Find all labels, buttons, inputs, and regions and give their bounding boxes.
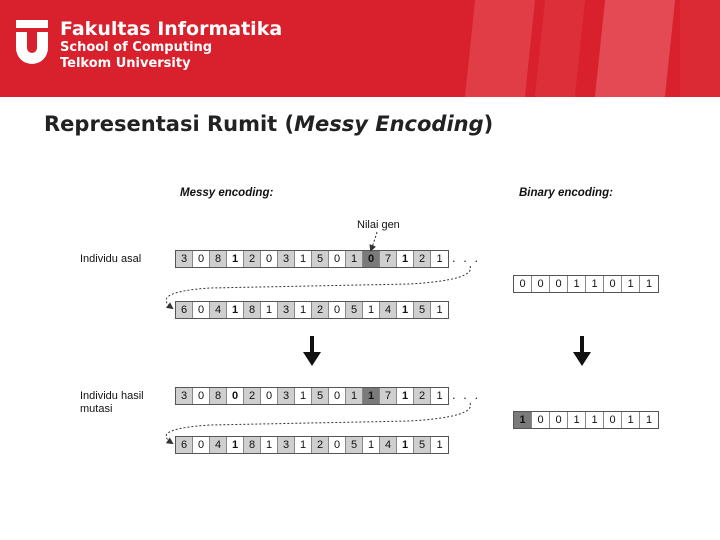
title-italic: Messy Encoding (294, 112, 484, 136)
messy-mutated-row-2 (175, 436, 449, 454)
header-stripe (465, 0, 535, 97)
messy-mutated-row-1 (175, 387, 449, 405)
binary-mutated-row (513, 411, 659, 429)
gene-cell: 1 (568, 276, 586, 292)
faculty-name: Fakultas Informatika (60, 18, 283, 40)
gene-cell: 5 (312, 251, 329, 267)
gene-cell: 1 (227, 302, 244, 318)
gene-cell: 1 (295, 437, 312, 453)
gene-cell: 3 (278, 251, 295, 267)
down-arrow-icon (303, 336, 321, 366)
gene-cell: 1 (436, 304, 443, 316)
gene-cell: 3 (176, 388, 193, 404)
gene-cell: 1 (295, 388, 312, 404)
school-name: School of Computing (60, 40, 213, 55)
gene-cell: 0 (550, 276, 568, 292)
gene-cell: 8 (244, 437, 261, 453)
gene-cell: 0 (329, 302, 346, 318)
gene-cell: 6 (176, 302, 193, 318)
gene-cell: 1 (227, 251, 244, 267)
gene-cell: 7 (380, 388, 397, 404)
gene-cell: 1 (363, 437, 380, 453)
header-stripe (595, 0, 675, 97)
gene-cell: 5 (414, 302, 431, 318)
gene-cell: 3 (278, 388, 295, 404)
gene-cell: 1 (514, 412, 532, 428)
title-plain: Representasi Rumit ( (44, 112, 295, 136)
gene-cell: 1 (346, 251, 363, 267)
gene-cell: 0 (532, 412, 550, 428)
ellipsis: . . . (452, 250, 481, 265)
gene-cell: 8 (210, 251, 227, 267)
gene-cell: 5 (346, 437, 363, 453)
gene-cell: 0 (514, 276, 532, 292)
gene-cell: 1 (397, 302, 414, 318)
gene-cell: 0 (261, 251, 278, 267)
gene-cell: 3 (278, 437, 295, 453)
gene-cell: 0 (604, 276, 622, 292)
mutated-individual-label-line1: Individu hasil (80, 390, 144, 402)
down-arrow-icon (573, 336, 591, 366)
gene-cell: 0 (532, 276, 550, 292)
gene-cell: 0 (363, 251, 380, 267)
gene-cell: 4 (210, 302, 227, 318)
gene-cell: 2 (244, 251, 261, 267)
messy-encoding-heading: Messy encoding: (180, 187, 274, 199)
gene-cell: 1 (586, 412, 604, 428)
gene-cell: 1 (261, 302, 278, 318)
header-stripe (535, 0, 585, 97)
gene-cell: 0 (604, 412, 622, 428)
gene-cell: 0 (193, 302, 210, 318)
gene-cell: 8 (210, 388, 227, 404)
gene-cell: 1 (586, 276, 604, 292)
gene-cell: 4 (380, 302, 397, 318)
messy-original-row-2 (175, 301, 449, 319)
gene-cell: 0 (329, 437, 346, 453)
gene-cell: 1 (397, 251, 414, 267)
gene-cell: 8 (244, 302, 261, 318)
gene-cell: 1 (261, 437, 278, 453)
binary-encoding-heading: Binary encoding: (519, 187, 613, 199)
gene-cell: 0 (227, 388, 244, 404)
gene-cell: 0 (329, 251, 346, 267)
gene-cell: 1 (622, 412, 640, 428)
binary-original-row (513, 275, 659, 293)
gene-cell: 1 (363, 388, 380, 404)
gene-cell: 1 (436, 253, 443, 265)
university-name: Telkom University (60, 56, 191, 71)
gene-cell: 1 (645, 414, 653, 426)
gene-cell: 2 (244, 388, 261, 404)
gene-cell: 3 (278, 302, 295, 318)
gene-cell: 1 (295, 302, 312, 318)
gene-cell: 1 (568, 412, 586, 428)
gene-cell: 1 (622, 276, 640, 292)
gene-cell: 1 (295, 251, 312, 267)
gene-cell: 4 (380, 437, 397, 453)
gene-cell: 7 (380, 251, 397, 267)
gene-cell: 2 (312, 437, 329, 453)
gene-cell: 0 (261, 388, 278, 404)
gene-cell: 3 (176, 251, 193, 267)
gene-cell: 4 (210, 437, 227, 453)
gene-cell: 1 (397, 437, 414, 453)
header-banner (0, 0, 720, 97)
gene-cell: 1 (227, 437, 244, 453)
gene-cell: 0 (193, 251, 210, 267)
gene-cell: 5 (346, 302, 363, 318)
slide-title (44, 112, 493, 136)
gene-cell: 0 (193, 388, 210, 404)
messy-original-row-1 (175, 250, 449, 268)
gene-pointer-arrow (371, 232, 377, 250)
gene-cell: 0 (550, 412, 568, 428)
ellipsis: . . . (452, 387, 481, 402)
gene-cell: 1 (645, 278, 653, 290)
gene-cell: 2 (312, 302, 329, 318)
original-individual-label: Individu asal (80, 253, 142, 265)
gene-cell: 0 (329, 388, 346, 404)
gene-cell: 2 (414, 251, 431, 267)
gene-value-label: Nilai gen (357, 219, 400, 231)
gene-cell: 5 (312, 388, 329, 404)
gene-cell: 2 (414, 388, 431, 404)
gene-cell: 1 (436, 390, 443, 402)
gene-cell: 1 (363, 302, 380, 318)
gene-cell: 1 (436, 439, 443, 451)
title-close: ) (483, 112, 494, 136)
mutated-individual-label-line2: mutasi (80, 403, 113, 415)
gene-cell: 0 (193, 437, 210, 453)
gene-cell: 5 (414, 437, 431, 453)
gene-cell: 1 (346, 388, 363, 404)
gene-cell: 1 (397, 388, 414, 404)
gene-cell: 6 (176, 437, 193, 453)
header-stripe (680, 0, 720, 97)
telkom-logo-icon (14, 18, 50, 66)
